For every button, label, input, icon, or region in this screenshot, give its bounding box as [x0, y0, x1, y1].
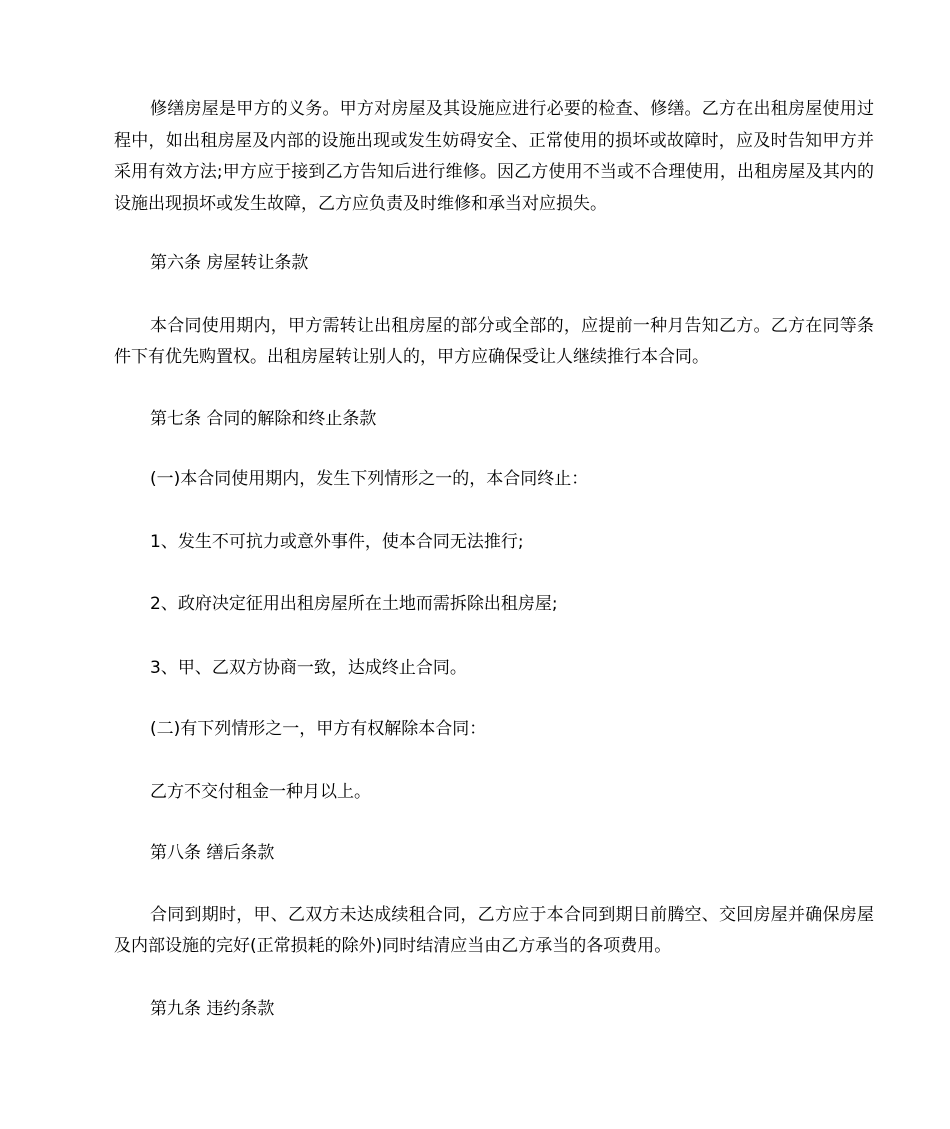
section-heading-article-6: 第六条 房屋转让条款 — [150, 253, 309, 273]
paragraph-transfer-clause: 本合同使用期内，甲方需转让出租房屋的部分或全部的，应提前一种月告知乙方。乙方在同等条件下有优先购置权。出租房屋转让别人的，甲方应确保受让人继续推行本合同。 — [114, 315, 874, 367]
paragraph-repair-obligation: 修缮房屋是甲方的义务。甲方对房屋及其设施应进行必要的检查、修缮。乙方在出租房屋使用过程中，如出租房屋及内部的设施出现或发生妨碍安全、正常使用的损坏或故障时，应及时告知甲方并采用有效方法;甲方应于接到乙方告知后进行维修。因乙方使用不当或不合理使用，出租房屋及其内的设施出现损坏或发生故障，乙方应负责及时维修和承当对应损失。 — [114, 99, 874, 214]
paragraph-rescission-intro: (二)有下列情形之一，甲方有权解除本合同： — [150, 719, 487, 739]
section-heading-article-7: 第七条 合同的解除和终止条款 — [150, 408, 377, 429]
paragraph-expiry-clause: 合同到期时，甲、乙双方未达成续租合同，乙方应于本合同到期日前腾空、交回房屋并确保房屋及内部设施的完好(正常损耗的除外)同时结清应当由乙方承当的各项费用。 — [114, 904, 874, 956]
list-item-termination-1: 1、发生不可抗力或意外事件，使本合同无法推行; — [150, 531, 524, 552]
document-page — [114, 94, 874, 1025]
list-item-rescission-1: 乙方不交付租金一种月以上。 — [150, 781, 371, 802]
section-heading-article-9: 第九条 违约条款 — [150, 998, 275, 1019]
list-item-termination-2: 2、政府决定征用出租房屋所在土地而需拆除出租房屋; — [150, 594, 558, 614]
list-item-termination-3: 3、甲、乙双方协商一致，达成终止合同。 — [150, 657, 467, 678]
section-heading-article-8: 第八条 缮后条款 — [150, 843, 275, 863]
paragraph-termination-intro: (一)本合同使用期内，发生下列情形之一的，本合同终止： — [150, 469, 589, 489]
